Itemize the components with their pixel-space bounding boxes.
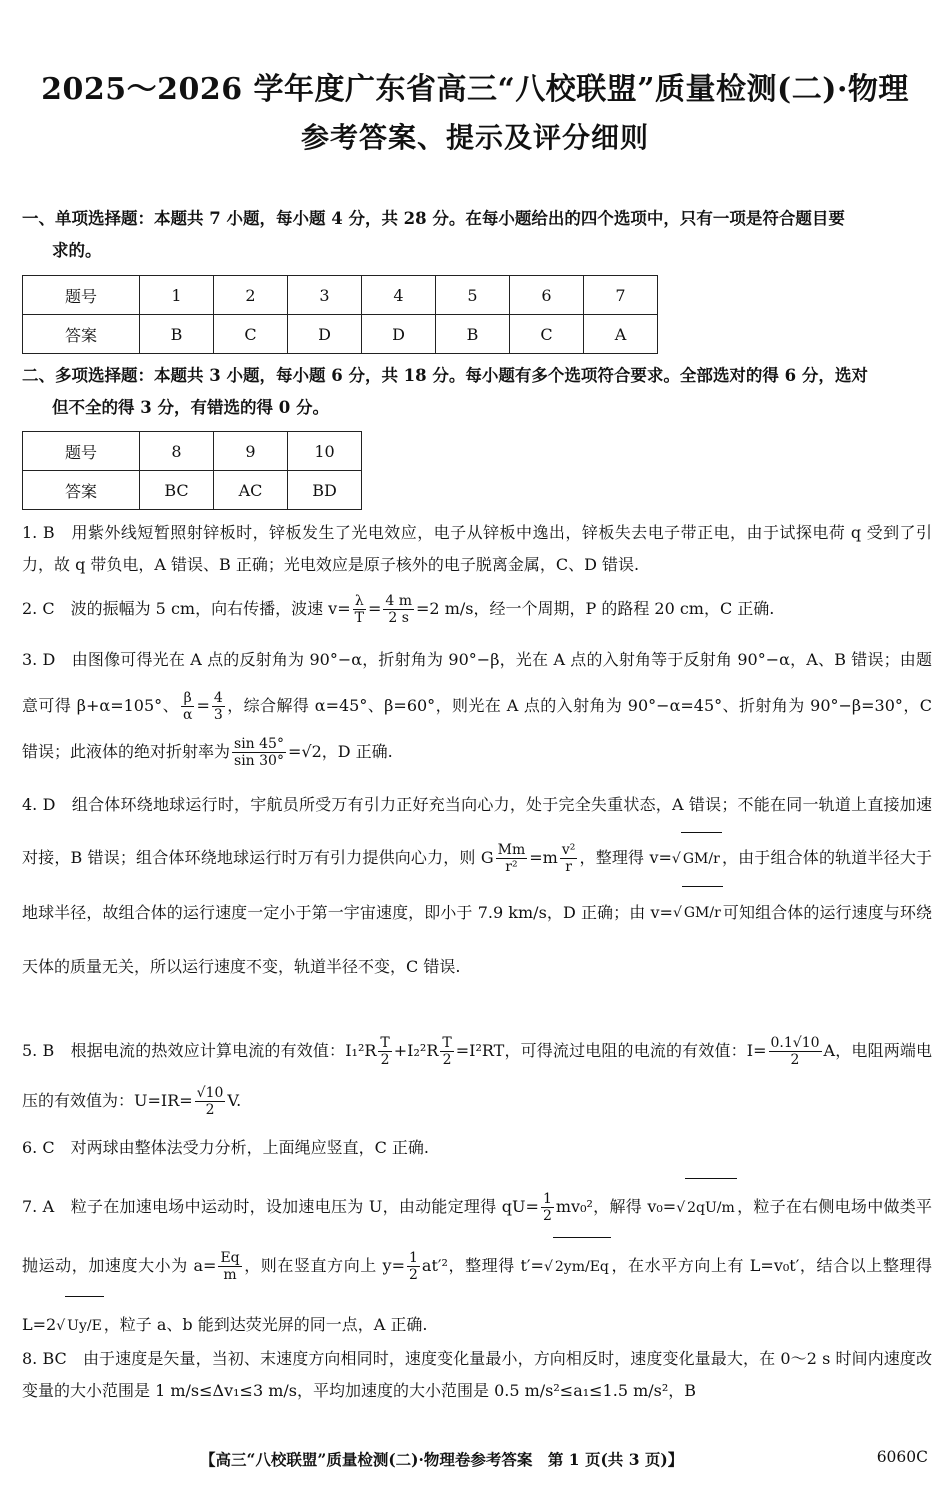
fraction bbox=[440, 1035, 453, 1068]
answer-cell: BC bbox=[140, 471, 214, 510]
text-run: ，则在竖直方向上 y= bbox=[243, 1256, 405, 1275]
page-subtitle: 参考答案、提示及评分细则 bbox=[300, 121, 649, 154]
radicand: GM/r bbox=[682, 886, 723, 940]
section2-line2: 但不全的得 3 分，有错选的得 0 分。 bbox=[52, 398, 329, 417]
section2-line1: 二、多项选择题：本题共 3 小题，每小题 6 分，共 18 分。每小题有多个选项符合要求。全部选对的得 6 分，选对 bbox=[22, 366, 868, 385]
text-run: at′²，整理得 t′= bbox=[421, 1256, 544, 1275]
denominator: 2 bbox=[542, 1208, 552, 1224]
section1-line2: 求的。 bbox=[52, 241, 102, 260]
text-run: ，在水平方向上有 L=v₀t′，结合以上整理得 L=2 bbox=[22, 1256, 932, 1334]
text-run: 7. A 粒子在加速电场中运动时，设加速电压为 U，由动能定理得 qU= bbox=[22, 1197, 539, 1216]
denominator: 3 bbox=[213, 707, 223, 723]
text-run: ，粒子 a、b 能到达荧光屏的同一点，A 正确. bbox=[103, 1315, 428, 1334]
fraction bbox=[496, 842, 528, 875]
question-number: 6 bbox=[510, 276, 584, 315]
denominator: 2 bbox=[408, 1267, 418, 1283]
fraction bbox=[232, 736, 286, 769]
numerator: 4 m bbox=[385, 593, 413, 609]
numerator: Mm bbox=[497, 842, 526, 858]
fraction bbox=[560, 842, 578, 875]
numerator: 4 bbox=[213, 690, 223, 706]
fraction bbox=[181, 690, 194, 723]
table2-answer-row bbox=[23, 471, 362, 510]
numerator: sin 45° bbox=[234, 736, 284, 752]
fraction bbox=[195, 1085, 226, 1118]
numerator: 1 bbox=[542, 1191, 552, 1207]
question-number: 2 bbox=[214, 276, 288, 315]
answer-cell: C bbox=[214, 315, 288, 354]
denominator: r² bbox=[505, 859, 518, 875]
page-title: 2025～2026 学年度广东省高三“八校联盟”质量检测(二)·物理 bbox=[41, 72, 909, 107]
numerator: √10 bbox=[196, 1085, 224, 1101]
question-number: 8 bbox=[140, 432, 214, 471]
text-run: 5. B 根据电流的热效应计算电流的有效值：I₁²R bbox=[22, 1041, 377, 1060]
question-number: 5 bbox=[436, 276, 510, 315]
footer-page-info: 【高三“八校联盟”质量检测(二)·物理卷参考答案 第 1 页(共 3 页)】 bbox=[200, 1450, 684, 1469]
square-root: √ 2ym/Eq bbox=[544, 1237, 611, 1296]
fraction bbox=[378, 1035, 391, 1068]
table2-question-row bbox=[23, 432, 362, 471]
text-run: 2. C 波的振幅为 5 cm，向右传播，波速 v= bbox=[22, 599, 351, 618]
section-single-choice bbox=[22, 203, 932, 267]
square-root: √ GM/r bbox=[672, 832, 722, 886]
answer-cell: B bbox=[140, 315, 214, 354]
denominator: m bbox=[223, 1267, 237, 1283]
table-header-cell: 题号 bbox=[23, 432, 140, 471]
explanation-q7 bbox=[22, 1178, 932, 1355]
text-run: ，由于组合体的轨道半径大于地球半径，故组合体的运行速度一定小于第一宇宙速度，即小于 7.9 km/s，D 正确；由 v= bbox=[22, 848, 932, 922]
section-multiple-choice bbox=[22, 360, 932, 424]
denominator: sin 30° bbox=[234, 753, 284, 769]
numerator: v² bbox=[561, 842, 576, 858]
text-run: ，整理得 v= bbox=[579, 848, 672, 867]
numerator: 1 bbox=[408, 1250, 418, 1266]
text-run: =m bbox=[529, 848, 558, 867]
explanation-q8: 8. BC 由于速度是矢量，当初、末速度方向相同时，速度变化量最小，方向相反时，速度变化量最大，在 0～2 s 时间内速度改变量的大小范围是 1 m/s≤Δv₁≤3 m/s，平均加速度的大小范围是 0.5 m/s²≤a₁≤1.5 m/s²，B bbox=[22, 1349, 932, 1400]
fraction bbox=[212, 690, 225, 723]
answer-cell: BD bbox=[288, 471, 362, 510]
square-root: √ Uy/E bbox=[56, 1296, 104, 1355]
denominator: 2 s bbox=[388, 610, 409, 626]
square-root: √ 2qU/m bbox=[676, 1178, 737, 1237]
square-root: √ GM/r bbox=[673, 886, 723, 940]
text-run: A，电阻两端电压的有效值为：U=IR= bbox=[22, 1041, 933, 1110]
text-run: =√2，D 正确. bbox=[287, 742, 393, 761]
explanation-q4 bbox=[22, 778, 932, 993]
answer-cell: C bbox=[510, 315, 584, 354]
text-run: mv₀²，解得 v₀= bbox=[555, 1197, 677, 1216]
table-header-cell: 答案 bbox=[23, 471, 140, 510]
denominator: 2 bbox=[205, 1102, 215, 1118]
denominator: 2 bbox=[380, 1052, 390, 1068]
fraction bbox=[769, 1035, 822, 1068]
text-run: +I₂²R bbox=[393, 1041, 439, 1060]
explanation-q5 bbox=[22, 1026, 932, 1126]
explanation-q6: 6. C 对两球由整体法受力分析，上面绳应竖直，C 正确. bbox=[22, 1138, 430, 1157]
text-run: 3. D 由图像可得光在 A 点的反射角为 90°−α，折射角为 90°−β，光在 A 点的入射角等于反射角 90°−α，A、B 错误；由题意可得 β+α=105°、 bbox=[22, 650, 932, 715]
single-choice-answer-table bbox=[22, 275, 658, 354]
question-number: 4 bbox=[362, 276, 436, 315]
radicand: GM/r bbox=[681, 832, 722, 886]
answer-cell: A bbox=[584, 315, 658, 354]
numerator: β bbox=[181, 690, 194, 707]
question-number: 10 bbox=[288, 432, 362, 471]
denominator: T bbox=[354, 610, 364, 626]
numerator: T bbox=[442, 1035, 452, 1051]
text-run: = bbox=[196, 696, 210, 715]
answer-cell: D bbox=[362, 315, 436, 354]
multiple-choice-answer-table bbox=[22, 431, 362, 510]
table-header-cell: 答案 bbox=[23, 315, 140, 354]
text-run: ，综合解得 α=45°、β=60°，则光在 A 点的入射角为 90°−α=45°、折射角为 90°−β=30°，C 错误；此液体的绝对折射率为 bbox=[22, 696, 932, 761]
footer-code: 6060C bbox=[876, 1448, 928, 1466]
table1-answer-row bbox=[23, 315, 658, 354]
radicand: 2qU/m bbox=[685, 1178, 737, 1237]
denominator: r bbox=[565, 859, 572, 875]
text-run: ，粒子在右侧电场中做类平抛运动，加速度大小为 a= bbox=[22, 1197, 932, 1275]
fraction bbox=[218, 1250, 241, 1283]
answer-cell: AC bbox=[214, 471, 288, 510]
table1-question-row bbox=[23, 276, 658, 315]
denominator: α bbox=[182, 707, 193, 723]
text-run: 可知组合体的运行速度与环绕天体的质量无关，所以运行速度不变，轨道半径不变，C 错误. bbox=[22, 902, 932, 976]
answer-cell: D bbox=[288, 315, 362, 354]
explanation-q2 bbox=[22, 593, 932, 626]
answer-cell: B bbox=[436, 315, 510, 354]
numerator: Eq bbox=[220, 1250, 240, 1266]
denominator: 2 bbox=[790, 1052, 800, 1068]
section1-line1: 一、单项选择题：本题共 7 小题，每小题 4 分，共 28 分。在每小题给出的四个选项中，只有一项是符合题目要 bbox=[22, 209, 845, 228]
fraction bbox=[407, 1250, 420, 1283]
explanation-q3 bbox=[22, 637, 932, 775]
table-header-cell: 题号 bbox=[23, 276, 140, 315]
radicand: 2ym/Eq bbox=[553, 1237, 611, 1296]
question-number: 3 bbox=[288, 276, 362, 315]
fraction bbox=[541, 1191, 554, 1224]
radicand: Uy/E bbox=[65, 1296, 104, 1355]
question-number: 7 bbox=[584, 276, 658, 315]
text-run: = bbox=[367, 599, 382, 618]
numerator: λ bbox=[353, 593, 366, 610]
question-number: 1 bbox=[140, 276, 214, 315]
fraction bbox=[383, 593, 414, 626]
question-number: 9 bbox=[214, 432, 288, 471]
denominator: 2 bbox=[442, 1052, 452, 1068]
text-run: V. bbox=[227, 1091, 242, 1110]
text-run: 4. D 组合体环绕地球运行时，宇航员所受万有引力正好充当向心力，处于完全失重状态，A 错误；不能在同一轨道上直接加速对接，B 错误；组合体环绕地球运行时万有引力提供向心力，则 G bbox=[22, 795, 932, 867]
text-run: =I²RT，可得流过电阻的电流的有效值：I= bbox=[455, 1041, 767, 1060]
numerator: 0.1√10 bbox=[770, 1035, 820, 1051]
numerator: T bbox=[380, 1035, 390, 1051]
fraction bbox=[353, 593, 366, 626]
explanation-q1: 1. B 用紫外线短暂照射锌板时，锌板发生了光电效应，电子从锌板中逸出，锌板失去电子带正电，由于试探电荷 q 受到了引力，故 q 带负电，A 错误、B 正确；光电效应是原子核外的电子脱离金属，C、D 错误. bbox=[22, 523, 932, 574]
text-run: =2 m/s，经一个周期，P 的路程 20 cm，C 正确. bbox=[416, 599, 775, 618]
